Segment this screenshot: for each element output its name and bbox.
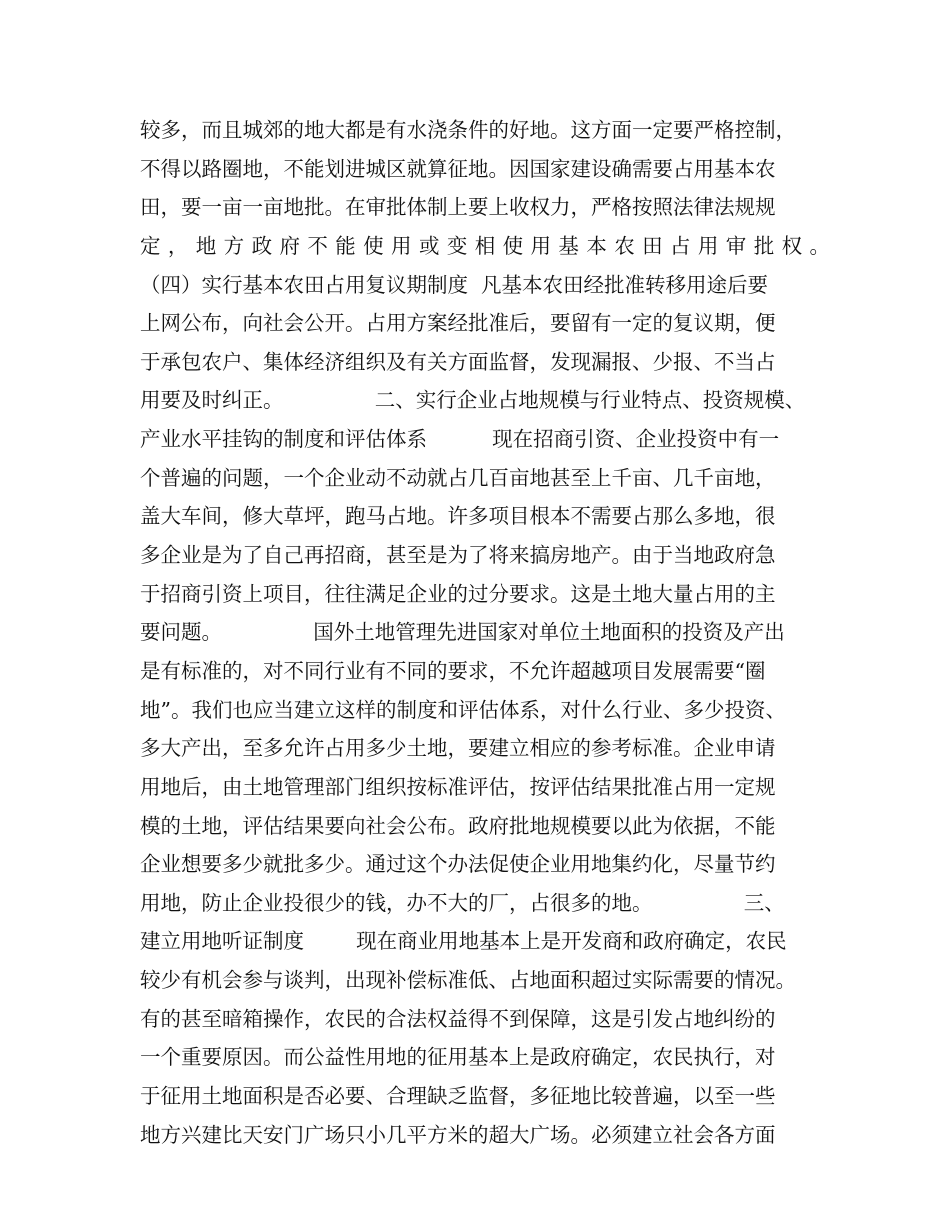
- text-line: 地方兴建比天安门广场只小几平方米的超大广场。必须建立社会各方面: [140, 1122, 776, 1147]
- text-line: 田，要一亩一亩地批。在审批体制上要上收权力，严格按照法律法规规: [140, 195, 776, 220]
- text-line: （四）实行基本农田占用复议期制度 凡基本农田经批准转移用途后要: [140, 272, 769, 297]
- text-line: 不得以路圈地，不能划进城区就算征地。因国家建设确需要占用基本农: [140, 156, 776, 181]
- text-line: 要问题。 国外土地管理先进国家对单位土地面积的投资及产出: [140, 620, 785, 645]
- text-line: 多企业是为了自己再招商，甚至是为了将来搞房地产。由于当地政府急: [140, 543, 776, 568]
- text-line: 于招商引资上项目，往往满足企业的过分要求。这是土地大量占用的主: [140, 581, 776, 606]
- body-text: [140, 111, 830, 1154]
- text-line: 企业想要多少就批多少。通过这个办法促使企业用地集约化，尽量节约: [140, 852, 776, 877]
- text-line: 用要及时纠正。 二、实行企业占地规模与行业特点、投资规模、: [140, 388, 806, 413]
- text-line: 于征用土地面积是否必要、合理缺乏监督，多征地比较普遍，以至一些: [140, 1084, 776, 1109]
- text-line: 较多，而且城郊的地大都是有水浇条件的好地。这方面一定要严格控制，: [140, 118, 796, 142]
- text-line: 有的甚至暗箱操作，农民的合法权益得不到保障，这是引发占地纠纷的: [140, 1006, 776, 1031]
- text-line: 多大产出，至多允许占用多少土地，要建立相应的参考标准。企业申请: [140, 736, 776, 761]
- text-line: 建立用地听证制度 现在商业用地基本上是开发商和政府确定，农民: [140, 929, 787, 954]
- text-line: 用地后，由土地管理部门组织按标准评估，按评估结果批准占用一定规: [140, 774, 776, 799]
- text-line: 产业水平挂钩的制度和评估体系 现在招商引资、企业投资中有一: [140, 427, 780, 452]
- text-line: 于承包农户、集体经济组织及有关方面监督，发现漏报、少报、不当占: [140, 349, 776, 374]
- text-line: 定，地方政府不能使用或变相使用基本农田占用审批权。: [140, 233, 830, 258]
- text-line: 模的土地，评估结果要向社会公布。政府批地规模要以此为依据，不能: [140, 813, 776, 838]
- text-line: 用地，防止企业投很少的钱，办不大的厂，占很多的地。 三、: [140, 890, 785, 915]
- text-line: 地”。我们也应当建立这样的制度和评估体系，对什么行业、多少投资、: [140, 697, 786, 722]
- text-line: 上网公布，向社会公开。占用方案经批准后，要留有一定的复议期，便: [140, 311, 776, 336]
- text-line: 是有标准的，对不同行业有不同的要求，不允许超越项目发展需要“圈: [140, 658, 766, 683]
- text-line: 个普遍的问题，一个企业动不动就占几百亩地甚至上千亩、几千亩地，: [140, 465, 776, 490]
- text-line: 较少有机会参与谈判，出现补偿标准低、占地面积超过实际需要的情况。: [140, 968, 796, 993]
- text-line: 一个重要原因。而公益性用地的征用基本上是政府确定，农民执行，对: [140, 1045, 776, 1070]
- text-line: 盖大车间，修大草坪，跑马占地。许多项目根本不需要占那么多地，很: [140, 504, 776, 529]
